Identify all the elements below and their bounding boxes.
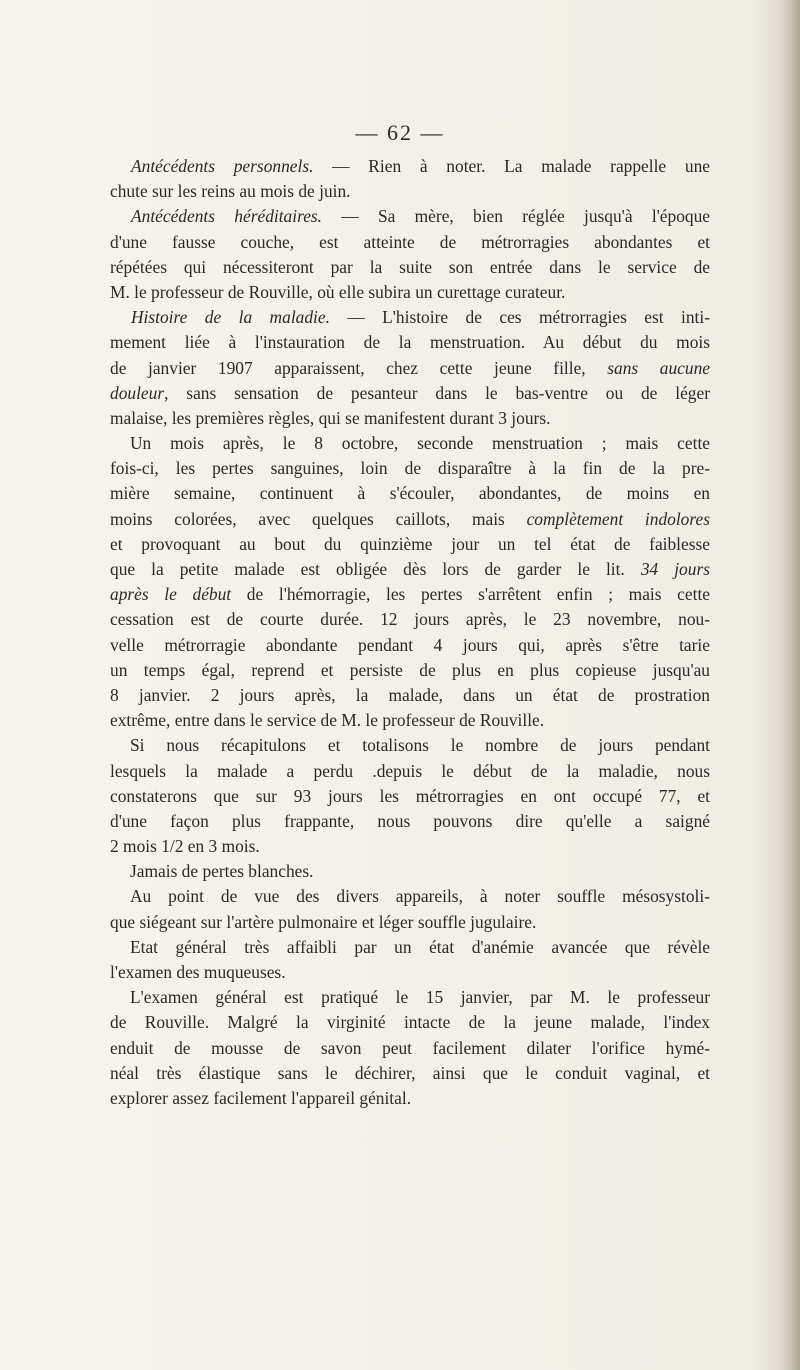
text-line [110, 204, 710, 229]
body-text [110, 154, 710, 1111]
text-line [110, 255, 710, 280]
text-segment: et provoquant au bout du quinzième jour un tel état de faiblesse [110, 533, 710, 554]
text-segment: , sans sensation de pesanteur dans le bas-ventre ou de léger [164, 382, 710, 403]
page-edge-shadow [784, 0, 800, 1370]
text-segment: moins colorées, avec quelques caillots, mais [110, 508, 527, 529]
italic-text: complètement indolores [526, 508, 710, 529]
text-segment: répétées qui nécessiteront par la suite son entrée dans le service de [110, 256, 710, 277]
text-segment: Au point de vue des divers appareils, à noter souffle mésosystoli- [130, 886, 710, 907]
text-segment: de Rouville. Malgré la virginité intacte de la jeune malade, l'index [110, 1012, 710, 1033]
text-line [110, 456, 710, 481]
text-line [110, 910, 710, 935]
text-segment: lesquels la malade a perdu .depuis le début de la maladie, nous [110, 760, 710, 781]
text-line [110, 431, 710, 456]
text-line [110, 1036, 710, 1061]
text-line [110, 884, 710, 909]
text-line [110, 532, 710, 557]
italic-text: sans aucune [607, 357, 710, 378]
text-segment: — Sa mère, bien réglée jusqu'à l'époque [322, 206, 710, 227]
italic-text: après le début [110, 584, 232, 605]
text-line [110, 230, 710, 255]
text-line [110, 330, 710, 355]
text-line [110, 607, 710, 632]
text-segment: Jamais de pertes blanches. [130, 861, 314, 882]
text-segment: — L'histoire de ces métrorragies est inti- [329, 307, 710, 328]
text-line [110, 708, 710, 733]
text-segment: explorer assez facilement l'appareil génital. [110, 1087, 412, 1108]
text-segment: fois-ci, les pertes sanguines, loin de disparaître à la fin de la pre- [110, 458, 710, 479]
text-line [110, 507, 710, 532]
text-line [110, 733, 710, 758]
text-segment: chute sur les reins au mois de juin. [110, 181, 351, 202]
text-segment: Etat général très affaibli par un état d'anémie avancée que révèle [130, 936, 710, 957]
text-segment: mière semaine, continuent à s'écouler, abondantes, de moins en [110, 483, 710, 504]
text-line [110, 481, 710, 506]
text-segment: de janvier 1907 apparaissent, chez cette jeune fille, [110, 357, 608, 378]
text-line [110, 658, 710, 683]
text-line [110, 280, 710, 305]
text-line [110, 784, 710, 809]
text-line [110, 960, 710, 985]
text-line [110, 859, 710, 884]
text-segment: que siégeant sur l'artère pulmonaire et léger souffle jugulaire. [110, 911, 537, 932]
italic-heading: Antécédents héréditaires. [131, 206, 323, 227]
text-line [110, 557, 710, 582]
text-segment: — Rien à noter. La malade rappelle une [313, 156, 710, 176]
text-line [110, 683, 710, 708]
text-line [110, 154, 710, 179]
text-line [110, 582, 710, 607]
italic-text: douleur [110, 382, 165, 403]
text-line [110, 179, 710, 204]
text-segment: 2 mois 1/2 en 3 mois. [110, 836, 260, 857]
text-segment: d'une façon plus frappante, nous pouvons dire qu'elle a saigné [110, 810, 710, 831]
text-line [110, 381, 710, 406]
italic-text: 34 jours [640, 559, 710, 579]
text-line [110, 356, 710, 381]
text-segment: que la petite malade est obligée dès lors de garder le lit. [110, 559, 641, 579]
text-segment: Si nous récapitulons et totalisons le nombre de jours pendant [130, 735, 710, 756]
text-line [110, 809, 710, 834]
text-segment: un temps égal, reprend et persiste de plus en plus copieuse jusqu'au [110, 659, 710, 680]
text-segment: malaise, les premières règles, qui se manifestent durant 3 jours. [110, 407, 551, 428]
text-line [110, 935, 710, 960]
text-line [110, 1061, 710, 1086]
text-segment: d'une fausse couche, est atteinte de métrorragies abondantes et [110, 231, 710, 252]
text-segment: de l'hémorragie, les pertes s'arrêtent enfin ; mais cette [231, 584, 710, 605]
page-number: — 62 — [355, 120, 445, 145]
text-line [110, 759, 710, 784]
text-line [110, 985, 710, 1010]
text-segment: Un mois après, le 8 octobre, seconde menstruation ; mais cette [130, 433, 710, 454]
text-segment: constaterons que sur 93 jours les métrorragies en ont occupé 77, et [110, 785, 710, 806]
text-line [110, 1086, 710, 1111]
text-line [110, 1010, 710, 1035]
text-segment: 8 janvier. 2 jours après, la malade, dans un état de prostration [110, 684, 710, 705]
text-line [110, 305, 710, 330]
text-segment: néal très élastique sans le déchirer, ainsi que le conduit vaginal, et [110, 1062, 710, 1083]
text-line [110, 834, 710, 859]
text-line [110, 633, 710, 658]
text-segment: mement liée à l'instauration de la menstruation. Au début du mois [110, 332, 710, 353]
text-segment: M. le professeur de Rouville, où elle subira un curettage curateur. [110, 281, 566, 302]
italic-heading: Antécédents personnels. [131, 156, 314, 176]
text-segment: velle métrorragie abondante pendant 4 jours qui, après s'être tarie [110, 634, 710, 655]
text-segment: l'examen des muqueuses. [110, 962, 286, 982]
text-segment: extrême, entre dans le service de M. le professeur de Rouville. [110, 710, 545, 731]
text-line [110, 406, 710, 431]
text-segment: L'examen général est pratiqué le 15 janvier, par M. le professeur [130, 987, 710, 1008]
text-segment: cessation est de courte durée. 12 jours après, le 23 novembre, nou- [110, 609, 710, 630]
italic-heading: Histoire de la maladie. [131, 307, 330, 328]
text-segment: enduit de mousse de savon peut facilement dilater l'orifice hymé- [110, 1037, 710, 1058]
